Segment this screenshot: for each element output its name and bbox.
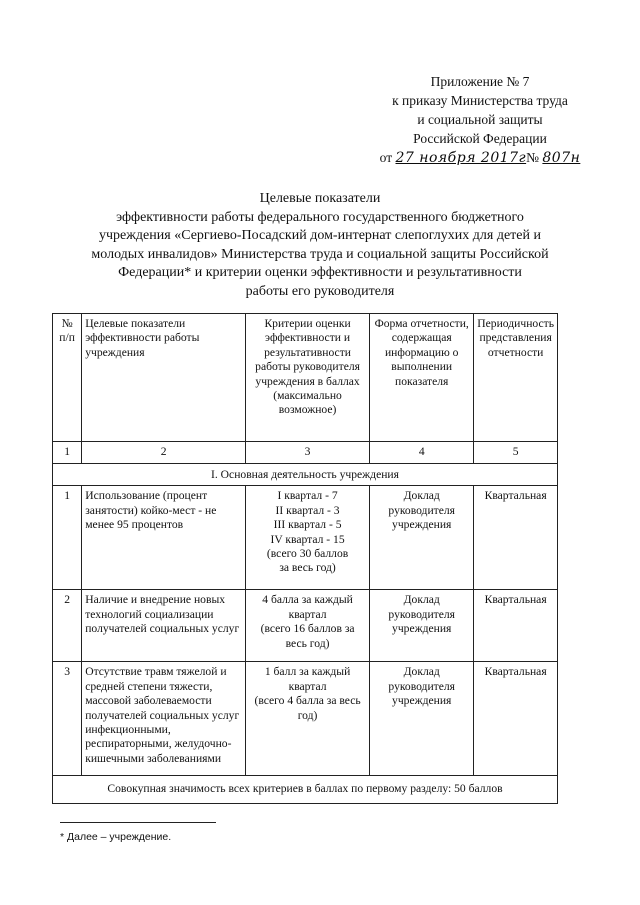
appendix-line-4: Российской Федерации — [413, 131, 547, 146]
row-num: 3 — [53, 662, 82, 776]
date-prefix: от — [379, 150, 393, 165]
criteria-line: II квартал - 3 — [275, 503, 340, 517]
order-date-line — [360, 148, 600, 168]
criteria-line: 1 балл за каждый квартал — [264, 665, 351, 693]
criteria-line: I квартал - 7 — [277, 489, 338, 503]
handwritten-number: 807н — [542, 150, 581, 166]
criteria-line: 4 балла за каждый квартал — [262, 593, 353, 621]
table-header-row — [53, 314, 558, 442]
criteria-line: III квартал - 5 — [273, 518, 342, 532]
column-number: 3 — [245, 442, 369, 464]
row-num: 1 — [53, 486, 82, 590]
title-line-6: работы его руководителя — [245, 283, 395, 299]
section-row — [53, 464, 558, 486]
table-row — [53, 662, 558, 776]
column-number: 1 — [53, 442, 82, 464]
criteria-line: (всего 4 балла за весь год) — [254, 694, 361, 722]
row-indicator: Наличие и внедрение новых технологий социализации получателей социальных услуг — [82, 590, 246, 662]
header-periodicity: Периодичность представления отчетности — [474, 314, 558, 442]
table-row — [53, 590, 558, 662]
indicators-table — [52, 313, 558, 804]
number-prefix: № — [526, 150, 540, 165]
section-title: I. Основная деятельность учреждения — [53, 464, 558, 486]
footnote-divider — [60, 822, 216, 823]
row-criteria — [245, 662, 369, 776]
title-line-4: молодых инвалидов» Министерства труда и социальной защиты Российской — [91, 246, 549, 262]
document-title — [40, 190, 600, 302]
table-row — [53, 486, 558, 590]
title-line-2: эффективности работы федерального государственного бюджетного — [116, 209, 524, 225]
column-number-row — [53, 442, 558, 464]
row-report-form: Доклад руководителя учреждения — [370, 662, 474, 776]
handwritten-date: 27 ноября 2017г — [395, 150, 527, 166]
column-number: 2 — [82, 442, 246, 464]
header-indicator: Целевые показатели эффективности работы учреждения — [82, 314, 246, 442]
appendix-line-3: и социальной защиты — [417, 112, 543, 127]
row-report-form: Доклад руководителя учреждения — [370, 590, 474, 662]
row-periodicity: Квартальная — [474, 662, 558, 776]
row-indicator: Использование (процент занятости) койко-мест - не менее 95 процентов — [82, 486, 246, 590]
appendix-header — [360, 72, 600, 168]
row-criteria — [245, 590, 369, 662]
appendix-line-1: Приложение № 7 — [430, 74, 530, 89]
row-indicator: Отсутствие травм тяжелой и средней степени тяжести, массовой заболеваемости получателей социальных услуг инфекционными, респираторными, желудочно-кишечными заболеваниями — [82, 662, 246, 776]
column-number: 5 — [474, 442, 558, 464]
header-num: № п/п — [53, 314, 82, 442]
title-line-3: учреждения «Сергиево-Посадский дом-интернат слепоглухих для детей и — [99, 228, 541, 244]
row-periodicity: Квартальная — [474, 486, 558, 590]
column-number: 4 — [370, 442, 474, 464]
criteria-line: (всего 30 баллов — [266, 547, 349, 561]
row-criteria — [245, 486, 369, 590]
appendix-line-2: к приказу Министерства труда — [392, 93, 568, 108]
row-report-form: Доклад руководителя учреждения — [370, 486, 474, 590]
criteria-line: за весь год) — [279, 561, 336, 575]
header-criteria: Критерии оценки эффективности и результативности работы руководителя учреждения в баллах (максимально возможное) — [245, 314, 369, 442]
title-line-5: Федерации* и критерии оценки эффективности и результативности — [118, 265, 522, 281]
criteria-line: IV квартал - 15 — [270, 532, 345, 546]
total-row — [53, 776, 558, 803]
criteria-line: (всего 16 баллов за весь год) — [260, 622, 355, 650]
footnote: * Далее – учреждение. — [60, 831, 172, 843]
total-text: Совокупная значимость всех критериев в баллах по первому разделу: 50 баллов — [53, 776, 558, 803]
header-report-form: Форма отчетности, содержащая информацию о выполнении показателя — [370, 314, 474, 442]
row-periodicity: Квартальная — [474, 590, 558, 662]
title-line-1: Целевые показатели — [259, 191, 381, 206]
row-num: 2 — [53, 590, 82, 662]
